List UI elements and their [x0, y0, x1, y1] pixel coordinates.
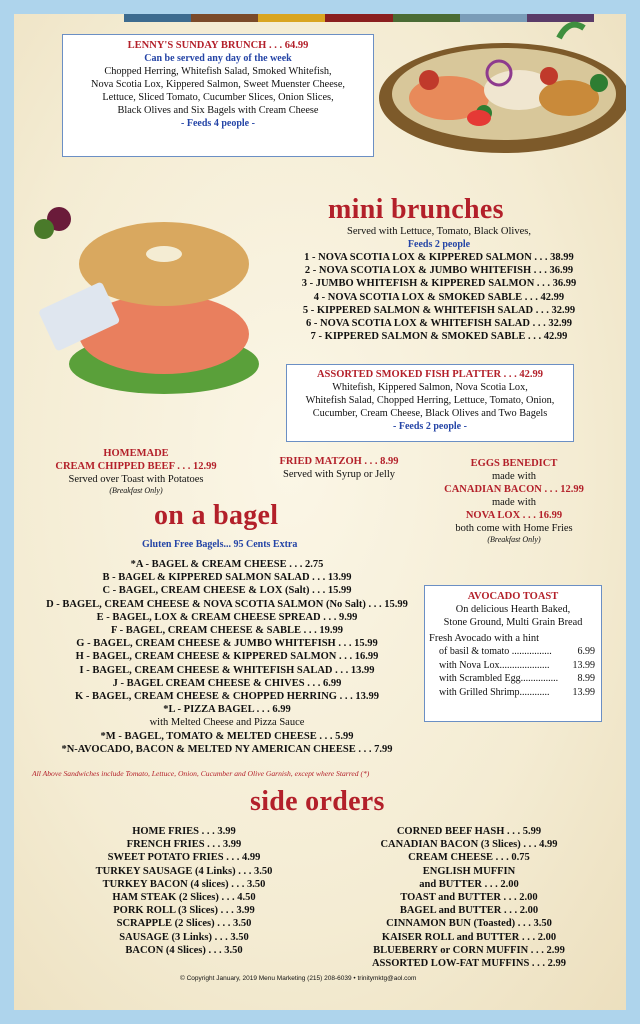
fish-feeds: - Feeds 2 people - [393, 421, 467, 432]
side-order-item: KAISER ROLL and BUTTER . . . 2.00 [381, 931, 557, 943]
mini-desc: Served with Lettuce, Tomato, Black Olives, [347, 226, 531, 237]
avocado-option-price: 13.99 [572, 686, 595, 698]
side-order-item: and BUTTER . . . 2.00 [419, 878, 519, 890]
avocado-option-row [439, 659, 595, 673]
beef-line-2: CREAM CHIPPED BEEF . . . 12.99 [55, 461, 217, 472]
bagel-item: H - BAGEL, CREAM CHEESE & KIPPERED SALMON . . . 16.99 [75, 651, 379, 663]
on-a-bagel-heading: on a bagel [154, 500, 279, 531]
eggs-desc: both come with Home Fries [455, 523, 573, 534]
chipped-beef-section [36, 447, 236, 495]
bagel-item: with Melted Cheese and Pizza Sauce [149, 717, 305, 729]
bagel-item: J - BAGEL CREAM CHEESE & CHIVES . . . 6.99 [112, 677, 342, 689]
avocado-title: AVOCADO TOAST [467, 591, 559, 602]
fish-platter-box [286, 364, 574, 442]
side-order-item: FRENCH FRIES . . . 3.99 [126, 839, 242, 851]
eggs-line-1: EGGS BENEDICT [470, 458, 558, 469]
beef-line-1: HOMEMADE [103, 448, 169, 459]
fish-line: Whitefish, Kippered Salmon, Nova Scotia Lox, [332, 382, 528, 393]
avocado-option-label: with Scrambled Egg............... [439, 673, 559, 684]
mini-brunch-item: 3 - JUMBO WHITEFISH & KIPPERED SALMON . . . 36.99 [301, 278, 577, 290]
avocado-option-row [439, 686, 595, 700]
fish-line: Whitefish Salad, Chopped Herring, Lettuce, Tomato, Onion, [305, 395, 555, 406]
brunch-feeds: - Feeds 4 people - [181, 118, 255, 129]
side-order-item: ASSORTED LOW-FAT MUFFINS . . . 2.99 [371, 958, 567, 970]
side-order-item: CANADIAN BACON (3 Slices) . . . 4.99 [380, 839, 558, 851]
fish-title: ASSORTED SMOKED FISH PLATTER . . . 42.99 [316, 369, 544, 380]
fried-matzoh-section [254, 455, 424, 481]
side-order-item: CORNED BEEF HASH . . . 5.99 [396, 826, 542, 837]
bagel-item: K - BAGEL, CREAM CHEESE & CHOPPED HERRING . . . 13.99 [75, 691, 379, 703]
matzoh-desc: Served with Syrup or Jelly [283, 469, 395, 480]
side-order-item: SCRAPPLE (2 Slices) . . . 3.50 [116, 918, 252, 930]
avocado-option-price: 6.99 [577, 646, 595, 657]
bagel-item: *M - BAGEL, TOMATO & MELTED CHEESE . . . 5.99 [100, 730, 354, 742]
avocado-fresh: Fresh Avocado with a hint [429, 633, 540, 644]
bagel-item: *N-AVOCADO, BACON & MELTED NY AMERICAN CHEESE . . . 7.99 [61, 743, 393, 755]
eggs-line-2: CANADIAN BACON . . . 12.99 [444, 484, 584, 495]
eggs-note: (Breakfast Only) [487, 535, 541, 544]
strip-segment [124, 14, 191, 22]
side-order-item: BAGEL and BUTTER . . . 2.00 [399, 905, 539, 917]
bagel-item: I - BAGEL, CREAM CHEESE & WHITEFISH SALAD . . . 13.99 [79, 664, 375, 676]
side-order-item: TOAST and BUTTER . . . 2.00 [400, 892, 538, 904]
strip-segment [191, 14, 258, 22]
side-order-item: SAUSAGE (3 Links) . . . 3.50 [119, 931, 249, 943]
bagel-item: F - BAGEL, CREAM CHEESE & SABLE . . . 19.99 [110, 625, 344, 637]
beef-desc: Served over Toast with Potatoes [68, 474, 204, 485]
avocado-line: Stone Ground, Multi Grain Bread [443, 617, 583, 628]
mini-brunches-heading: mini brunches [328, 194, 504, 225]
bagel-item: D - BAGEL, CREAM CHEESE & NOVA SCOTIA SALMON (No Salt) . . . 15.99 [46, 598, 408, 610]
avocado-option-row [439, 672, 595, 686]
bagel-item: B - BAGEL & KIPPERED SALMON SALAD . . . 13.99 [102, 572, 352, 584]
side-order-item: ENGLISH MUFFIN [422, 865, 516, 877]
bagel-item: G - BAGEL, CREAM CHEESE & JUMBO WHITEFISH . . . 15.99 [76, 638, 378, 650]
avocado-option-row [439, 645, 595, 659]
eggs-made-1: made with [491, 471, 537, 482]
bagel-item: E - BAGEL, LOX & CREAM CHEESE SPREAD . . . 9.99 [96, 611, 358, 623]
side-order-item: CINNAMON BUN (Toasted) . . . 3.50 [386, 918, 552, 930]
fish-line: Cucumber, Cream Cheese, Black Olives and Two Bagels [312, 408, 548, 419]
gluten-free-note: Gluten Free Bagels... 95 Cents Extra [142, 539, 298, 550]
avocado-toast-box [424, 585, 602, 722]
brunch-subtitle: Can be served any day of the week [144, 53, 292, 64]
copyright-footer: © Copyright January, 2019 Menu Marketing (215) 208-6039 • trinitymktg@aol.com [180, 975, 417, 982]
strip-segment [258, 14, 325, 22]
avocado-option-price: 8.99 [577, 673, 595, 684]
sandwich-note: All Above Sandwiches include Tomato, Lettuce, Onion, Cucumber and Olive Garnish, except where Starred (*) [32, 769, 370, 778]
menu-page [14, 14, 626, 1010]
side-order-item: BACON (4 Slices) . . . 3.50 [125, 944, 243, 956]
sunday-brunch-box [62, 34, 374, 157]
mini-brunch-item: 1 - NOVA SCOTIA LOX & KIPPERED SALMON . . . 38.99 [304, 252, 574, 263]
lox-bagel-photo [14, 174, 259, 404]
brunch-line: Nova Scotia Lox, Kippered Salmon, Sweet Muenster Cheese, [91, 79, 345, 90]
avocado-option-label: with Grilled Shrimp............ [439, 686, 550, 698]
brunch-line: Lettuce, Sliced Tomato, Cucumber Slices, Onion Slices, [102, 92, 334, 103]
mini-brunch-item: 2 - NOVA SCOTIA LOX & JUMBO WHITEFISH . . . 36.99 [304, 265, 574, 277]
brunch-line: Chopped Herring, Whitefish Salad, Smoked Whitefish, [104, 66, 332, 77]
mini-brunch-item: 7 - KIPPERED SALMON & SMOKED SABLE . . . 42.99 [310, 331, 568, 343]
beef-note: (Breakfast Only) [109, 486, 163, 495]
avocado-option-label: of basil & tomato ................ [439, 646, 552, 657]
fish-platter-photo [369, 18, 626, 168]
mini-brunch-item: 6 - NOVA SCOTIA LOX & WHITEFISH SALAD . . . 32.99 [306, 318, 572, 330]
mini-feeds: Feeds 2 people [407, 239, 471, 250]
side-order-item: HOME FRIES . . . 3.99 [132, 826, 236, 837]
side-order-item: SWEET POTATO FRIES . . . 4.99 [107, 852, 261, 864]
avocado-option-price: 13.99 [572, 659, 595, 671]
eggs-benedict-section [424, 457, 604, 544]
bagel-item: *A - BAGEL & CREAM CHEESE . . . 2.75 [130, 559, 324, 570]
side-order-item: TURKEY BACON (4 slices) . . . 3.50 [102, 878, 266, 890]
matzoh-title: FRIED MATZOH . . . 8.99 [279, 456, 399, 467]
bagel-item: C - BAGEL, CREAM CHEESE & LOX (Salt) . . . 15.99 [102, 585, 352, 597]
mini-brunch-item: 5 - KIPPERED SALMON & WHITEFISH SALAD . . . 32.99 [302, 304, 576, 316]
side-order-item: CREAM CHEESE . . . 0.75 [408, 852, 530, 864]
eggs-made-2: made with [491, 497, 537, 508]
avocado-option-label: with Nova Lox.................... [439, 659, 550, 671]
brunch-line: Black Olives and Six Bagels with Cream Cheese [117, 105, 319, 116]
brunch-title: LENNY'S SUNDAY BRUNCH . . . 64.99 [127, 40, 309, 51]
side-order-item: BLUEBERRY or CORN MUFFIN . . . 2.99 [373, 944, 565, 956]
eggs-line-3: NOVA LOX . . . 16.99 [465, 510, 563, 521]
side-order-item: TURKEY SAUSAGE (4 Links) . . . 3.50 [95, 865, 273, 877]
side-orders-heading: side orders [250, 786, 385, 817]
side-order-item: PORK ROLL (3 Slices) . . . 3.99 [113, 905, 255, 917]
bagel-item: *L - PIZZA BAGEL . . . 6.99 [163, 704, 291, 716]
side-order-item: HAM STEAK (2 Slices) . . . 4.50 [112, 892, 256, 904]
avocado-line: On delicious Hearth Baked, [455, 604, 571, 615]
mini-brunch-item: 4 - NOVA SCOTIA LOX & SMOKED SABLE . . . 42.99 [313, 291, 565, 303]
